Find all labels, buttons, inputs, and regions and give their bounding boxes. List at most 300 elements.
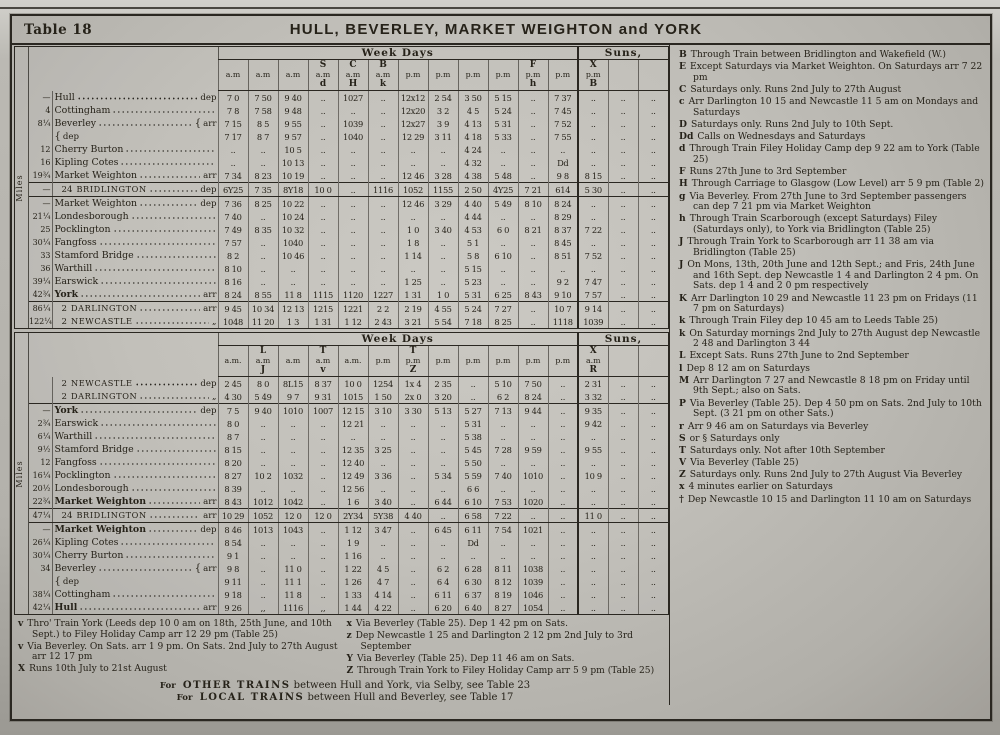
time-cell: 8 27: [488, 601, 518, 614]
time-cell: 1 16: [338, 549, 368, 562]
time-cell: 10 34: [248, 302, 278, 316]
time-cell: 1120: [338, 288, 368, 302]
column-unit-label: a.m: [285, 356, 301, 365]
time-cell: 1 14: [398, 249, 428, 262]
time-cell: Dd: [548, 156, 578, 169]
time-cell: 7 22: [578, 223, 608, 236]
time-cell: 9 57: [278, 130, 308, 143]
time-cell: ..: [578, 430, 608, 443]
station-cell: [52, 210, 218, 223]
time-cell: ..: [638, 315, 668, 328]
time-cell: ..: [608, 469, 638, 482]
time-cell: ..: [608, 482, 638, 495]
connecting-table-ref: 24: [61, 185, 73, 195]
time-cell: ..: [248, 456, 278, 469]
time-cell: 11 0: [278, 562, 308, 575]
time-cell: ..: [578, 482, 608, 495]
column-letter-top: S: [319, 60, 327, 70]
time-cell: 6 2: [488, 390, 518, 404]
time-cell: 1015: [338, 390, 368, 404]
time-cell: ..: [398, 495, 428, 509]
column-unit-label: p.m: [495, 70, 511, 79]
dot-leader: [120, 161, 215, 166]
time-cell: 7 45: [548, 104, 578, 117]
time-cell: ..: [638, 104, 668, 117]
time-cell: 9 10: [548, 288, 578, 302]
time-cell: ..: [548, 456, 578, 469]
time-cell: 8 25: [248, 197, 278, 211]
miles-cell: 9½: [37, 445, 51, 454]
time-cell: 12 40: [338, 456, 368, 469]
note-text: Arr Darlington 10 29 and Newcastle 11 23 pm on Fridays (11 7 pm on Saturdays): [691, 292, 978, 315]
station-name: Hull: [54, 602, 78, 613]
time-cell: 8 43: [518, 288, 548, 302]
time-cell: ..: [578, 536, 608, 549]
time-cell: 2x 0: [398, 390, 428, 404]
time-cell: ..: [248, 417, 278, 430]
time-cell: 1052: [248, 509, 278, 523]
time-cell: ..: [308, 223, 338, 236]
time-cell: 4 40: [458, 197, 488, 211]
column-letter-bottom: [639, 80, 669, 89]
station-line: [53, 197, 218, 210]
column-letter-top: T: [319, 346, 327, 356]
column-header: [338, 346, 368, 377]
time-cell: ..: [638, 236, 668, 249]
time-cell: ..: [608, 156, 638, 169]
dot-leader: [98, 567, 193, 572]
time-cell: ..: [608, 288, 638, 302]
column-letter-top: [549, 347, 578, 356]
station-line: [53, 183, 218, 196]
miles-cell: 39¼: [32, 277, 51, 286]
column-letter-top: [399, 61, 428, 70]
timetable-row: [29, 288, 668, 302]
miles-cell: 47¼: [29, 509, 52, 523]
note-text: Dep Newcastle 1 25 and Darlington 2 12 pm 2nd July to 3rd September: [355, 631, 633, 652]
time-cell: ..: [248, 549, 278, 562]
time-cell: 10 9: [578, 469, 608, 482]
note-text: Thro' Train York (Leeds dep 10 0 am on 18th, 25th June, and 10th Sept.) to Filey Holiday Camp arr 12 29 pm (Table 25): [27, 619, 332, 640]
timetable-row: [29, 404, 668, 418]
time-cell: ..: [248, 430, 278, 443]
dot-leader: [148, 528, 197, 533]
column-letter-bottom: J: [260, 365, 266, 375]
timetable-row: [29, 223, 668, 236]
note-item: [679, 482, 984, 493]
time-cell: ..: [368, 210, 398, 223]
time-cell: 7 35: [248, 183, 278, 197]
time-cell: 5 30: [578, 183, 608, 197]
column-header: [278, 346, 308, 377]
column-letter-bottom: [279, 80, 308, 89]
station-cell: [52, 236, 218, 249]
time-cell: ..: [638, 377, 668, 391]
timetable-row: [29, 183, 668, 197]
time-cell: ..: [638, 275, 668, 288]
miles-cell: 22¾: [32, 497, 51, 506]
column-unit-label: p.m: [405, 356, 421, 365]
time-cell: 1021: [518, 523, 548, 537]
time-cell: 1052: [398, 183, 428, 197]
time-cell: ..: [338, 249, 368, 262]
dot-leader: [80, 293, 200, 298]
time-cell: ..: [278, 536, 308, 549]
time-cell: 4 5: [368, 562, 398, 575]
station-cell: [52, 549, 218, 562]
dot-leader: [99, 241, 216, 246]
column-header: [368, 346, 398, 377]
timetable-row: [29, 169, 668, 183]
time-cell: ..: [308, 275, 338, 288]
time-cell: 7 47: [578, 275, 608, 288]
time-cell: 7 57: [578, 288, 608, 302]
time-cell: 5 49: [488, 197, 518, 211]
timetable-down-wrapper: [14, 46, 669, 329]
note-item: [679, 458, 984, 469]
time-cell: ..: [248, 575, 278, 588]
note-text: Runs 10th July to 21st August: [29, 664, 167, 675]
time-cell: ..: [368, 223, 398, 236]
station-line: [53, 262, 218, 275]
weekdays-header: Week Days: [218, 333, 578, 346]
column-header: [548, 60, 578, 91]
miles-cell: —: [42, 92, 51, 102]
time-cell: 6Y25: [218, 183, 248, 197]
station-cell: [52, 262, 218, 275]
note-key: g: [679, 190, 686, 202]
station-name: Warthill: [54, 431, 93, 442]
time-cell: 8 39: [218, 482, 248, 495]
column-unit-label: a.m.: [224, 356, 242, 365]
time-cell: 6 20: [428, 601, 458, 614]
time-cell: 1039: [338, 117, 368, 130]
column-letter-top: [339, 347, 368, 356]
time-cell: 7 15: [218, 117, 248, 130]
time-cell: ..: [308, 575, 338, 588]
time-cell: 9 59: [518, 443, 548, 456]
time-cell: 12 0: [308, 509, 338, 523]
notes-list-bottom-left: [18, 619, 339, 678]
column-letter-top: [369, 347, 398, 356]
time-cell: ..: [608, 249, 638, 262]
time-cell: 8 45: [548, 236, 578, 249]
time-cell: ..: [488, 236, 518, 249]
column-letter-top: [639, 347, 669, 356]
time-cell: ..: [638, 509, 668, 523]
note-text: Arr Darlington 7 27 and Newcastle 8 18 pm on Friday until 9th Sept.; also on Sats.: [693, 374, 970, 397]
note-text: Saturdays only. Not after 10th September: [689, 444, 885, 456]
station-cell: [52, 156, 218, 169]
time-cell: ..: [308, 588, 338, 601]
timetable-row: [29, 562, 668, 575]
time-cell: ..: [548, 443, 578, 456]
time-cell: 9 44: [518, 404, 548, 418]
note-key: J: [679, 259, 684, 271]
station-line: [53, 288, 218, 301]
time-cell: 7 0: [218, 91, 248, 105]
station-cell: [52, 443, 218, 456]
time-cell: ..: [308, 456, 338, 469]
dot-leader: [149, 514, 200, 519]
station-name: Beverley: [54, 118, 97, 129]
column-unit-label: a.m: [255, 356, 271, 365]
timetable-row: [29, 130, 668, 143]
station-cell: [52, 288, 218, 302]
time-cell: 11 20: [248, 315, 278, 328]
time-cell: ..: [428, 536, 458, 549]
dot-leader: [112, 109, 215, 114]
note-key: S: [679, 432, 686, 444]
time-cell: 5 34: [428, 469, 458, 482]
time-cell: ..: [398, 575, 428, 588]
time-cell: ..: [308, 495, 338, 509]
time-cell: 6 11: [458, 523, 488, 537]
time-cell: ..: [308, 443, 338, 456]
time-cell: 4 40: [398, 509, 428, 523]
time-cell: 1221: [338, 302, 368, 316]
time-cell: 1 0: [428, 288, 458, 302]
note-key: C: [679, 84, 687, 96]
time-cell: 5 15: [458, 262, 488, 275]
time-cell: 1040: [338, 130, 368, 143]
note-item: [679, 294, 984, 315]
timetable-row: [29, 430, 668, 443]
note-text: Arr Darlington 10 15 and Newcastle 11 5 am on Mondays and Saturdays: [688, 96, 979, 118]
time-cell: ..: [278, 262, 308, 275]
time-cell: ..: [308, 236, 338, 249]
station-cell: [52, 469, 218, 482]
arr-dep-label: dep: [200, 92, 217, 103]
time-cell: 7 27: [488, 302, 518, 316]
time-cell: 6 25: [488, 288, 518, 302]
note-key: v: [18, 640, 24, 652]
time-cell: 8 7: [218, 430, 248, 443]
time-cell: 6 10: [458, 495, 488, 509]
station-name: Cottingham: [54, 105, 111, 116]
time-cell: ..: [638, 601, 668, 614]
time-cell: ..: [428, 156, 458, 169]
time-cell: 3 30: [398, 404, 428, 418]
column-letter-top: [279, 61, 308, 70]
time-cell: 3 21: [398, 315, 428, 328]
station-line: [53, 275, 218, 288]
column-header: [368, 60, 398, 91]
station-line: [53, 523, 218, 536]
note-text: Calls on Wednesdays and Saturdays: [697, 131, 866, 143]
time-cell: 5 10: [488, 377, 518, 391]
time-cell: 4 44: [458, 210, 488, 223]
time-cell: ..: [518, 430, 548, 443]
time-cell: ..: [638, 390, 668, 404]
station-cell: [52, 302, 218, 316]
station-line: [53, 443, 218, 456]
note-key: K: [679, 292, 687, 304]
time-cell: ..: [518, 104, 548, 117]
time-cell: ..: [248, 249, 278, 262]
time-cell: 1227: [368, 288, 398, 302]
time-cell: 9 8: [548, 169, 578, 183]
time-cell: ..: [578, 575, 608, 588]
time-cell: ..: [338, 275, 368, 288]
timetable-row: [29, 588, 668, 601]
timetable-row: [29, 575, 668, 588]
note-key: d: [679, 143, 686, 155]
station-name: Market Weighton: [54, 198, 138, 209]
time-cell: ..: [308, 197, 338, 211]
time-cell: 1054: [518, 601, 548, 614]
station-cell: [52, 104, 218, 117]
time-cell: ..: [518, 156, 548, 169]
miles-cell: 16: [40, 158, 51, 167]
column-header: [608, 346, 638, 377]
column-letter-bottom: [459, 366, 488, 375]
connecting-table-ref: 24: [61, 511, 73, 521]
dot-leader: [136, 448, 216, 453]
time-cell: ..: [488, 262, 518, 275]
time-cell: 4 30: [218, 390, 248, 404]
time-cell: ..: [308, 104, 338, 117]
note-key: x: [679, 481, 685, 493]
timetable-row: [29, 262, 668, 275]
notes-list-bottom-middle: [347, 619, 668, 678]
note-key: X: [18, 663, 26, 675]
time-cell: 6 40: [458, 601, 488, 614]
time-cell: ..: [398, 562, 428, 575]
time-cell: ..: [608, 315, 638, 328]
time-cell: 9 40: [278, 91, 308, 105]
time-cell: ..: [518, 91, 548, 105]
time-cell: 3 25: [368, 443, 398, 456]
column-unit-label: p.m: [525, 70, 541, 79]
time-cell: 4 53: [458, 223, 488, 236]
column-header: [518, 60, 548, 91]
time-cell: 2 35: [428, 377, 458, 391]
time-cell: ..: [368, 482, 398, 495]
note-item: [347, 666, 668, 677]
time-cell: 8 24: [218, 288, 248, 302]
footer-text: between Hull and Beverley, see Table 17: [307, 692, 514, 704]
time-cell: ..: [578, 456, 608, 469]
miles-cell: 8¼: [37, 119, 51, 128]
miles-cell: 33: [40, 251, 51, 260]
time-cell: 1 44: [338, 601, 368, 614]
time-cell: 6 30: [458, 575, 488, 588]
time-cell: ..: [488, 417, 518, 430]
column-header: [218, 346, 248, 377]
dot-leader: [94, 267, 215, 272]
time-cell: 8 55: [248, 288, 278, 302]
station-cell: [52, 601, 218, 614]
footer-strong-text: OTHER TRAINS: [182, 679, 291, 691]
time-cell: 10 5: [278, 143, 308, 156]
note-text: Except Sats. Runs 27th June to 2nd September: [689, 350, 909, 362]
time-cell: ..: [608, 601, 638, 614]
time-cell: ..: [398, 588, 428, 601]
time-cell: 1155: [428, 183, 458, 197]
column-header: [458, 346, 488, 377]
note-item: [679, 495, 984, 506]
dot-leader: [112, 593, 215, 598]
time-cell: 9 8: [218, 562, 248, 575]
time-cell: 8 29: [548, 210, 578, 223]
time-cell: 5 23: [458, 275, 488, 288]
time-cell: ..: [368, 197, 398, 211]
station-name: Market Weighton: [54, 524, 147, 535]
time-cell: ..: [638, 302, 668, 316]
scan-artifact-line: [0, 7, 1000, 9]
time-cell: ..: [368, 430, 398, 443]
note-key: L: [679, 350, 686, 362]
time-cell: 1032: [278, 469, 308, 482]
time-cell: ..: [248, 482, 278, 495]
time-cell: ..: [248, 588, 278, 601]
time-cell: 9 31: [308, 390, 338, 404]
time-cell: ..: [488, 210, 518, 223]
time-cell: ..: [458, 549, 488, 562]
time-cell: 7 52: [548, 117, 578, 130]
time-cell: 5 59: [458, 469, 488, 482]
time-cell: 1007: [308, 404, 338, 418]
time-cell: ..: [608, 549, 638, 562]
time-cell: ..: [548, 549, 578, 562]
time-cell: 7 50: [518, 377, 548, 391]
time-cell: ..: [278, 430, 308, 443]
column-unit-label: p.m: [555, 356, 571, 365]
time-cell: ..: [368, 91, 398, 105]
time-cell: 7 22: [488, 509, 518, 523]
time-cell: 10 24: [278, 210, 308, 223]
time-cell: ..: [608, 377, 638, 391]
time-cell: ..: [518, 236, 548, 249]
time-cell: ..: [338, 143, 368, 156]
note-text: Via Beverley (Table 25): [690, 457, 799, 469]
note-key: H: [679, 178, 688, 190]
time-cell: 9 1: [218, 549, 248, 562]
dot-leader: [94, 435, 215, 440]
time-cell: 12 49: [338, 469, 368, 482]
time-cell: 10 46: [278, 249, 308, 262]
time-cell: 6 6: [458, 482, 488, 495]
column-letter-bottom: [489, 366, 518, 375]
column-letter-top: [279, 347, 308, 356]
time-cell: ..: [608, 197, 638, 211]
time-cell: 4Y25: [488, 183, 518, 197]
time-cell: 10 29: [218, 509, 248, 523]
time-cell: ..: [638, 495, 668, 509]
time-cell: 8 35: [248, 223, 278, 236]
connecting-table-ref: 2: [61, 317, 67, 327]
time-cell: 12 15: [338, 404, 368, 418]
time-cell: ..: [548, 509, 578, 523]
time-cell: 8Y18: [278, 183, 308, 197]
miles-cell: 26¼: [32, 538, 51, 547]
time-cell: ..: [608, 390, 638, 404]
time-cell: ..: [368, 130, 398, 143]
station-name: Kipling Cotes: [54, 157, 119, 168]
column-unit-label: a.m: [315, 356, 331, 365]
time-cell: ..: [368, 104, 398, 117]
time-cell: ..: [608, 430, 638, 443]
miles-cell: 6¼: [37, 432, 51, 441]
time-cell: ..: [428, 443, 458, 456]
station-line: [53, 482, 218, 495]
time-cell: ..: [368, 275, 398, 288]
note-item: [18, 619, 339, 640]
time-cell: 8L15: [278, 377, 308, 391]
station-line: [53, 575, 218, 588]
time-cell: ..: [488, 549, 518, 562]
